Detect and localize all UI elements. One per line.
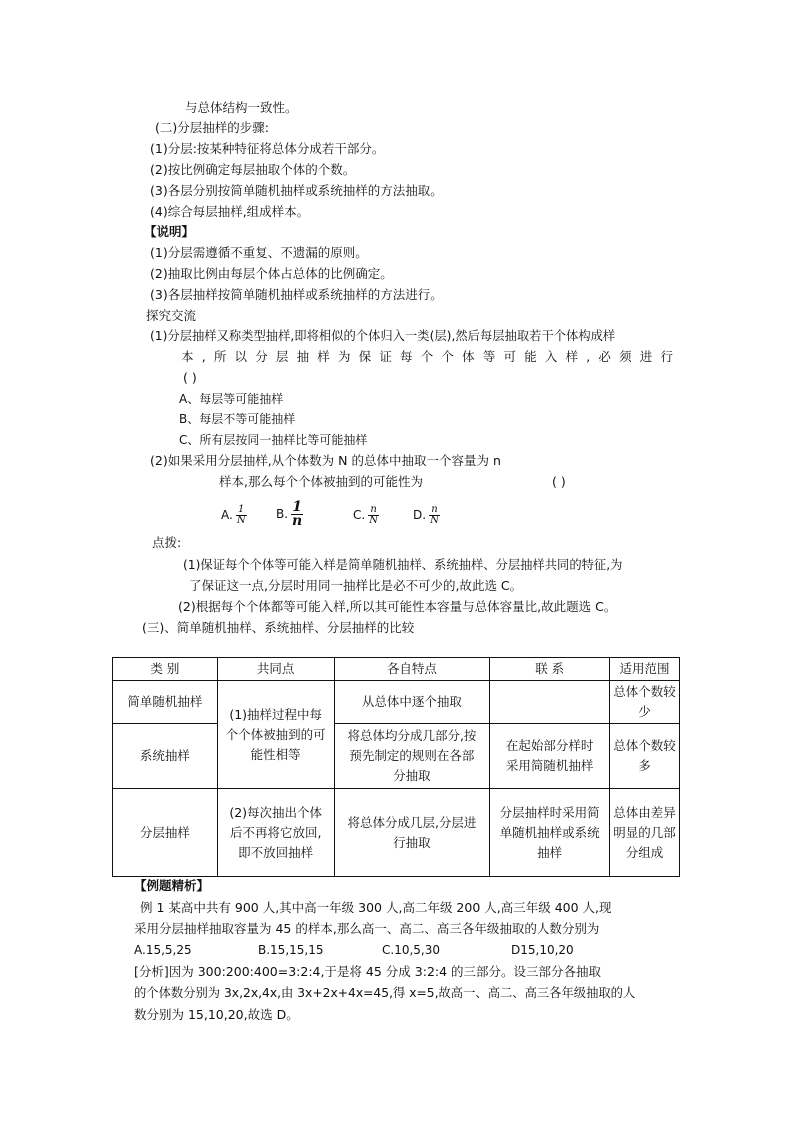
table-cell: (2)每次抽出个体后不再将它放回,即不放回抽样	[217, 789, 334, 877]
hint-text: (1)保证每个个体等可能入样是简单随机抽样、系统抽样、分层抽样共同的特征,为	[183, 558, 623, 572]
fraction	[368, 505, 379, 526]
option-b: B、每层不等可能抽样	[179, 412, 296, 426]
table-cell: (1)抽样过程中每个个体被抽到的可能性相等	[217, 681, 334, 789]
table-cell: 总体个数较少	[610, 681, 680, 724]
example-heading: 【例题精析】	[134, 878, 210, 893]
choice-letter: D.	[413, 508, 427, 522]
denominator: n	[292, 513, 303, 529]
denominator: N	[236, 515, 246, 526]
text-line: 与总体结构一致性。	[185, 100, 298, 115]
choice-letter: B.	[276, 507, 289, 521]
table-cell: 将总体分成几层,分层进行抽取	[334, 789, 490, 877]
hint-text: 了保证这一点,分层时用同一抽样比是必不可少的,故此选 C。	[189, 578, 523, 593]
step-item: (2)按比例确定每层抽取个体的个数。	[150, 162, 356, 177]
step-item: (1)分层:按某种特征将总体分成若干部分。	[150, 141, 385, 156]
table-cell: 系统抽样	[113, 724, 218, 789]
table-header: 各自特点	[334, 658, 490, 681]
fraction	[236, 505, 247, 526]
step-item: (3)各层分别按简单随机抽样或系统抽样的方法抽取。	[150, 183, 443, 198]
table-header: 类 别	[113, 658, 218, 681]
table-row	[113, 681, 680, 724]
table-header-row	[113, 658, 680, 681]
numerator: n	[368, 505, 379, 516]
choice-b	[276, 501, 303, 528]
choice-letter: A.	[221, 508, 233, 522]
option-c: C、所有层按同一抽样比等可能抽样	[179, 433, 368, 447]
table-row	[113, 724, 680, 789]
table-cell: 简单随机抽样	[113, 681, 218, 724]
numerator: 1	[236, 505, 247, 516]
fraction	[429, 505, 440, 526]
table-cell: 将总体均分成几部分,按预先制定的规则在各部分抽取	[334, 724, 490, 789]
comparison-table	[112, 657, 680, 877]
analysis-text: 数分别为 15,10,20,故选 D。	[134, 1007, 299, 1022]
question-2-text: (2)如果采用分层抽样,从个体数为 N 的总体中抽取一个容量为 n	[150, 453, 501, 468]
table-cell	[490, 681, 610, 724]
answer-paren: ( )	[183, 370, 197, 385]
table-header: 联 系	[490, 658, 610, 681]
example-option-d: D15,10,20	[511, 943, 574, 957]
table-header: 共同点	[217, 658, 334, 681]
hint-heading: 点拨:	[152, 535, 182, 550]
question-2-text: 样本,那么每个个体被抽到的可能性为	[219, 474, 423, 489]
table-cell: 总体个数较多	[610, 724, 680, 789]
table-header: 适用范围	[610, 658, 680, 681]
hint-text: (2)根据每个个体都等可能入样,所以其可能性本容量与总体容量比,故此题选 C。	[178, 599, 617, 614]
denominator: N	[369, 515, 378, 526]
choice-letter: C.	[353, 508, 366, 522]
explore-heading: 探究交流	[146, 308, 197, 323]
table-row	[113, 789, 680, 877]
section-heading: (二)分层抽样的步骤:	[155, 120, 269, 135]
option-a: A、每层等可能抽样	[179, 392, 284, 406]
analysis-text: 的个体数分别为 3x,2x,4x,由 3x+2x+4x=45,得 x=5,故高一、高二、高三各年级抽取的人	[134, 986, 636, 1000]
note-item: (1)分层需遵循不重复、不遗漏的原则。	[150, 245, 368, 260]
analysis-text: [分析]因为 300:200:400=3:2:4,于是将 45 分成 3:2:4 的三部分。设三部分各抽取	[134, 964, 602, 979]
table-cell: 分层抽样时采用简单随机抽样或系统抽样	[490, 789, 610, 877]
answer-paren: ( )	[552, 474, 566, 489]
table-cell: 在起始部分样时采用简随机抽样	[490, 724, 610, 789]
example-option-b: B.15,15,15	[258, 943, 324, 957]
choice-c	[353, 505, 379, 526]
section-heading: (三)、简单随机抽样、系统抽样、分层抽样的比较	[142, 620, 415, 635]
choice-a	[221, 505, 247, 526]
step-item: (4)综合每层抽样,组成样本。	[150, 204, 310, 219]
table-cell: 分层抽样	[113, 789, 218, 877]
example-option-c: C.10,5,30	[382, 943, 440, 957]
question-1-text: (1)分层抽样又称类型抽样,即将相似的个体归入一类(层),然后每层抽取若干个体构成样	[150, 329, 616, 343]
choice-d	[413, 505, 440, 526]
note-item: (3)各层抽样按简单随机抽样或系统抽样的方法进行。	[150, 287, 443, 302]
note-item: (2)抽取比例由每层个体占总体的比例确定。	[150, 266, 393, 281]
fraction	[291, 501, 303, 528]
numerator: 1	[292, 499, 303, 515]
numerator: n	[429, 505, 440, 516]
table-cell: 总体由差异明显的几部分组成	[610, 789, 680, 877]
note-heading: 【说明】	[144, 224, 195, 239]
question-1-text: 本,所以分层抽样为保证每个个体等可能入样,必须进行	[181, 349, 673, 364]
example-option-a: A.15,5,25	[134, 943, 192, 957]
table-cell: 从总体中逐个抽取	[334, 681, 490, 724]
example-text: 例 1 某高中共有 900 人,其中高一年级 300 人,高二年级 200 人,高三年级 400 人,现	[140, 900, 612, 915]
denominator: N	[430, 515, 439, 526]
example-text: 采用分层抽样抽取容量为 45 的样本,那么高一、高二、高三各年级抽取的人数分别为	[134, 921, 600, 936]
